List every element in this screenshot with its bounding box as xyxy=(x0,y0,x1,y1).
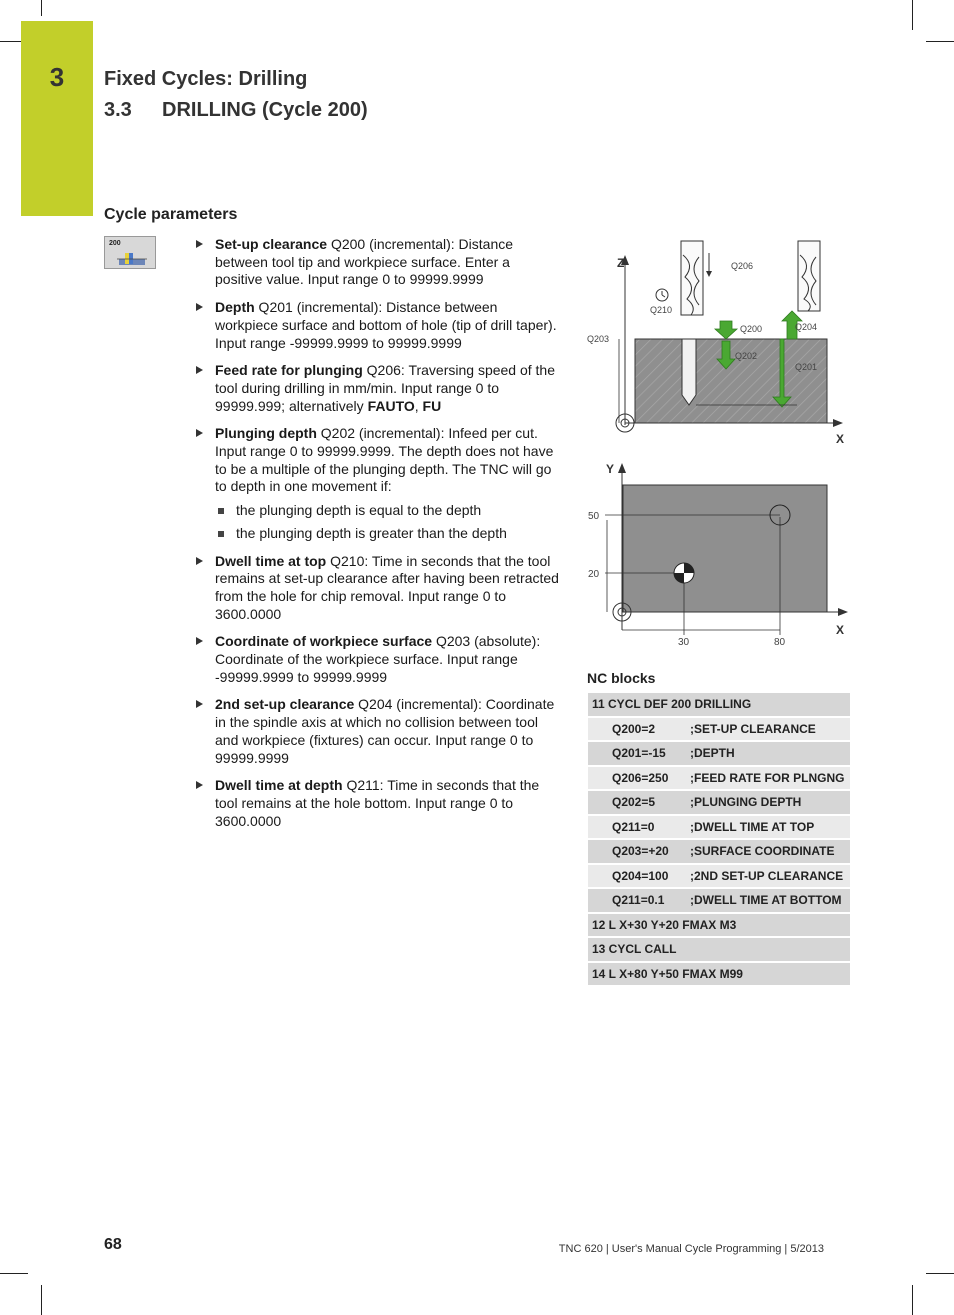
nc-block: 12 L X+30 Y+20 FMAX M3 xyxy=(588,913,850,938)
param-name: Set-up clearance xyxy=(215,236,328,252)
chapter-title: Fixed Cycles: Drilling xyxy=(104,68,308,90)
param-depth xyxy=(196,299,561,352)
arrow-bullet-icon xyxy=(196,240,203,248)
nc-blocks-table xyxy=(588,693,850,987)
separator: , xyxy=(414,397,423,414)
fauto-keyword: FAUTO xyxy=(367,397,415,414)
q204-label: Q204 xyxy=(795,322,818,332)
x-axis-arrow-icon xyxy=(833,419,843,427)
nc-param-comment: ;SET-UP CLEARANCE xyxy=(686,717,850,742)
page-number: 68 xyxy=(104,1236,122,1253)
crop-mark xyxy=(926,41,954,42)
param-desc: Q200 (incremental): Distance between tool tip and workpiece surface. Enter a positive value. Input range 0 to 99999.9999 xyxy=(215,236,514,288)
drilling-diagram xyxy=(585,235,850,655)
table-row xyxy=(588,790,850,815)
softkey-label: 200 xyxy=(109,240,121,247)
list-item: the plunging depth is greater than the depth xyxy=(215,525,561,543)
param-desc: Q211: Time in seconds that the tool remains at the hole bottom. Input range 0 to 3600.0000 xyxy=(215,777,540,829)
crop-mark xyxy=(41,1285,42,1315)
chapter-tab xyxy=(21,21,93,216)
side-view xyxy=(587,241,844,446)
nc-param-code: Q211=0 xyxy=(588,815,686,840)
drilled-hole xyxy=(682,339,696,405)
table-row xyxy=(588,962,850,987)
nc-param-comment: ;DWELL TIME AT TOP xyxy=(686,815,850,840)
nc-block: 14 L X+80 Y+50 FMAX M99 xyxy=(588,962,850,987)
param-dwell-top xyxy=(196,553,561,624)
x-axis-arrow-icon xyxy=(838,608,848,616)
q201-label: Q201 xyxy=(795,362,818,372)
q210-label: Q210 xyxy=(650,305,673,315)
q203-label: Q203 xyxy=(587,334,610,344)
param-feed-rate xyxy=(196,362,561,415)
section-number: 3.3 xyxy=(104,99,132,121)
param-name: 2nd set-up clearance xyxy=(215,696,355,713)
param-desc: Q203 (absolute): Coordinate of the workpiece surface. Input range -99999.9999 to 99999.9999 xyxy=(215,633,541,685)
crop-mark xyxy=(0,1273,28,1274)
arrow-bullet-icon xyxy=(196,366,203,374)
table-row xyxy=(588,913,850,938)
nc-param-comment: ;PLUNGING DEPTH xyxy=(686,790,850,815)
arrow-bullet-icon xyxy=(196,637,203,645)
crop-mark xyxy=(912,0,913,30)
top-view xyxy=(588,462,848,648)
table-row xyxy=(588,741,850,766)
q202-label: Q202 xyxy=(735,351,758,361)
param-name: Depth xyxy=(215,299,255,316)
parameter-list xyxy=(196,236,561,840)
cycle-parameters-heading: Cycle parameters xyxy=(104,206,238,223)
arrow-bullet-icon xyxy=(196,557,203,565)
y-axis-label: Y xyxy=(606,462,615,476)
crop-mark xyxy=(41,0,42,16)
param-2nd-setup-clearance xyxy=(196,696,561,767)
nc-param-code: Q206=250 xyxy=(588,766,686,791)
table-row xyxy=(588,815,850,840)
param-desc: Q204 (incremental): Coordinate in the spindle axis at which no collision between tool and workpiece (fixtures) can occur. Input range 0 to 99999.9999 xyxy=(215,696,555,766)
param-plunging-depth xyxy=(196,425,561,542)
y-axis-arrow-icon xyxy=(618,463,626,473)
crop-mark xyxy=(0,41,22,42)
param-dwell-depth xyxy=(196,777,561,830)
section-title xyxy=(104,99,368,122)
x-axis-label-bottom: X xyxy=(836,623,845,637)
nc-param-code: Q202=5 xyxy=(588,790,686,815)
tick-label: 80 xyxy=(774,637,786,648)
table-row xyxy=(588,717,850,742)
nc-param-code: Q200=2 xyxy=(588,717,686,742)
square-bullet-icon xyxy=(218,531,224,537)
arrow-bullet-icon xyxy=(196,781,203,789)
tick-label: 20 xyxy=(588,569,600,580)
q206-label: Q206 xyxy=(731,261,754,271)
nc-param-comment: ;2ND SET-UP CLEARANCE xyxy=(686,864,850,889)
param-desc: Q210: Time in seconds that the tool remains at set-up clearance after having been retracted from the hole for chip removal. Input range 0 to 3600.0000 xyxy=(215,552,559,622)
drill-tool-right xyxy=(798,241,820,311)
nc-param-code: Q203=+20 xyxy=(588,839,686,864)
param-setup-clearance xyxy=(196,236,561,289)
workpiece-top xyxy=(623,485,827,612)
crop-mark xyxy=(912,1285,913,1315)
fu-keyword: FU xyxy=(422,397,442,414)
cycle-200-softkey-icon xyxy=(104,236,156,269)
table-row xyxy=(588,888,850,913)
table-row xyxy=(588,937,850,962)
param-name: Plunging depth xyxy=(215,425,317,442)
arrow-bullet-icon xyxy=(196,429,203,437)
nc-param-comment: ;DWELL TIME AT BOTTOM xyxy=(686,888,850,913)
nc-param-code: Q201=-15 xyxy=(588,741,686,766)
footer-text: TNC 620 | User's Manual Cycle Programming | 5/2013 xyxy=(558,1243,824,1255)
nc-param-code: Q204=100 xyxy=(588,864,686,889)
param-desc: Q206: Traversing speed of the tool during drilling in mm/min. Input range 0 to 99999.999; alternatively xyxy=(215,362,556,414)
param-name: Dwell time at depth xyxy=(215,777,343,794)
tick-label: 50 xyxy=(588,511,600,522)
param-desc: Q201 (incremental): Distance between workpiece surface and bottom of hole (tip of drill taper). Input range -99999.9999 to 99999.9999 xyxy=(215,299,557,351)
param-name: Feed rate for plunging xyxy=(215,362,363,379)
table-row xyxy=(588,864,850,889)
workpiece xyxy=(635,339,827,423)
nc-param-comment: ;DEPTH xyxy=(686,741,850,766)
table-row xyxy=(588,839,850,864)
table-row xyxy=(588,693,850,717)
q200-label: Q200 xyxy=(740,324,763,334)
table-row xyxy=(588,766,850,791)
x-axis-label: X xyxy=(836,432,845,446)
section-name: DRILLING (Cycle 200) xyxy=(162,99,368,121)
list-item: the plunging depth is equal to the depth xyxy=(215,502,561,520)
square-bullet-icon xyxy=(218,508,224,514)
nc-blocks-heading: NC blocks xyxy=(587,670,656,686)
nc-param-comment: ;FEED RATE FOR PLNGNG xyxy=(686,766,850,791)
chapter-number: 3 xyxy=(49,62,65,92)
param-workpiece-surface xyxy=(196,633,561,686)
z-axis-label: Z xyxy=(617,256,625,270)
nc-block: 11 CYCL DEF 200 DRILLING xyxy=(588,693,850,717)
nc-block: 13 CYCL CALL xyxy=(588,937,850,962)
arrow-bullet-icon xyxy=(196,700,203,708)
crop-mark xyxy=(926,1273,954,1274)
q200-arrow xyxy=(715,321,737,339)
nc-param-comment: ;SURFACE COORDINATE xyxy=(686,839,850,864)
nc-param-code: Q211=0.1 xyxy=(588,888,686,913)
arrow-bullet-icon xyxy=(196,303,203,311)
tick-label: 30 xyxy=(678,637,690,648)
param-desc: Q202 (incremental): Infeed per cut. Input range 0 to 99999.9999. The depth does not have to be a multiple of the plunging depth. The TNC will go to depth in one movement if: xyxy=(215,425,554,495)
param-name: Coordinate of workpiece surface xyxy=(215,633,433,650)
drill-icon xyxy=(105,237,155,268)
param-name: Dwell time at top xyxy=(215,552,327,569)
